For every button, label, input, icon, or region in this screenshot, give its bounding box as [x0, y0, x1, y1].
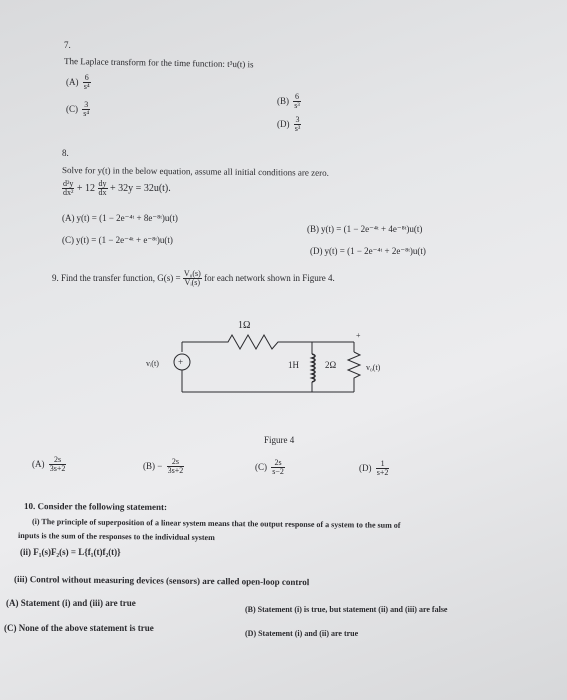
inductor-coil: [312, 354, 315, 382]
circuit-diagram: [140, 308, 400, 418]
source-plus: +: [178, 357, 184, 367]
q8-option-c[interactable]: (C) y(t) = (1 − 2e⁻⁴ᵗ + e⁻⁸ᵗ)u(t): [62, 235, 173, 245]
top-wire: [182, 335, 354, 352]
q7-prompt: The Laplace transform for the time function: t³u(t) is: [63, 56, 254, 70]
option-fraction: $\frac{2s}{3s+2}$: [167, 457, 184, 476]
source-label: vᵢ(t): [146, 359, 159, 368]
resistor-right-label: 2Ω: [325, 360, 337, 370]
q8-option-a[interactable]: (A) y(t) = (1 − 2e⁻⁴ᵗ + 8e⁻⁸ᵗ)u(t): [62, 213, 178, 223]
q9-option-b[interactable]: (B) − $\frac{2s}{3s+2}$: [143, 457, 184, 476]
q9-option-d[interactable]: (D) $\frac{1}{s+2}$: [359, 459, 389, 478]
output-plus: +: [356, 331, 361, 340]
q8-option-b[interactable]: (B) y(t) = (1 − 2e⁻⁴ᵗ + 4e⁻⁸ᵗ)u(t): [307, 224, 423, 234]
q10-option-b[interactable]: (B) Statement (i) is true, but statement (ii) and (iii) are false: [245, 605, 448, 614]
option-fraction: $\frac{3}{\text{s⁴}}$: [83, 100, 90, 119]
q7-option-c[interactable]: [66, 101, 90, 119]
option-label: (C): [66, 103, 78, 114]
option-fraction: $\frac{3}{\text{s³}}$: [294, 115, 301, 134]
q7-option-a[interactable]: [66, 74, 91, 92]
q7-number: 7.: [64, 40, 71, 50]
equation-fraction: $\frac{dy}{dx}$: [98, 179, 107, 198]
option-fraction: $\frac{1}{s+2}$: [376, 459, 389, 478]
output-label: v₀(t): [366, 363, 381, 372]
transfer-fraction: $\frac{\text{V₀(s)}}{\text{Vᵢ(s)}}$: [183, 269, 201, 288]
q9-prompt: 9. Find the transfer function, G(s) = $\frac{\text{V₀(s)}}{\text{Vᵢ(s)}}$ for each network shown in Figure 4.: [52, 269, 335, 288]
q10-statement-iii: (iii) Control without measuring devices (sensors) are called open-loop control: [13, 574, 310, 588]
q8-number: 8.: [62, 148, 69, 158]
q10-statement-i-line2: inputs is the sum of the responses to the individual system: [17, 531, 215, 543]
option-fraction: $\frac{2s}{3s+2}$: [49, 455, 66, 474]
figure-caption: Figure 4: [264, 435, 295, 445]
option-label: (B): [277, 95, 289, 106]
q7-option-b[interactable]: [277, 93, 301, 111]
option-fraction: $\frac{6}{\text{s⁴}}$: [83, 73, 90, 92]
q9-option-c[interactable]: (C) $\frac{2s}{s-2}$: [255, 458, 284, 477]
equation-fraction: $\frac{\text{d²y}}{\text{dx²}}$: [63, 179, 74, 198]
q10-option-a[interactable]: (A) Statement (i) and (iii) are true: [6, 598, 136, 608]
resistor-top-label: 1Ω: [238, 320, 251, 331]
option-label: (D): [277, 118, 290, 129]
q10-prompt: 10. Consider the following statement:: [23, 501, 168, 512]
q9-option-a[interactable]: (A) $\frac{2s}{3s+2}$: [32, 455, 66, 474]
q10-statement-i-line1: (i) The principle of superposition of a linear system means that the output response of a system to the sum of: [31, 517, 401, 530]
q8-prompt: Solve for y(t) in the below equation, assume all initial conditions are zero.: [61, 165, 329, 178]
q8-option-d[interactable]: (D) y(t) = (1 − 2e⁻⁴ᵗ + 2e⁻⁸ᵗ)u(t): [310, 246, 426, 256]
inductor-label: 1H: [288, 360, 299, 370]
option-fraction: $\frac{2s}{s-2}$: [272, 458, 284, 477]
q10-option-c[interactable]: (C) None of the above statement is true: [4, 623, 154, 633]
option-fraction: $\frac{6}{\text{s³}}$: [294, 92, 300, 111]
option-label: (A): [66, 76, 79, 87]
q7-option-d[interactable]: [277, 116, 301, 134]
q10-option-d[interactable]: (D) Statement (i) and (ii) are true: [245, 629, 359, 638]
q8-equation: $\frac{\text{d²y}}{\text{dx²}}$ + 12 $\frac{dy}{dx}$ + 32y = 32u(t).: [63, 179, 171, 198]
right-resistor: [348, 352, 360, 392]
q10-statement-ii: (ii) F₁(s)F₂(s) = L{f₁(t)f₂(t)}: [20, 547, 121, 557]
